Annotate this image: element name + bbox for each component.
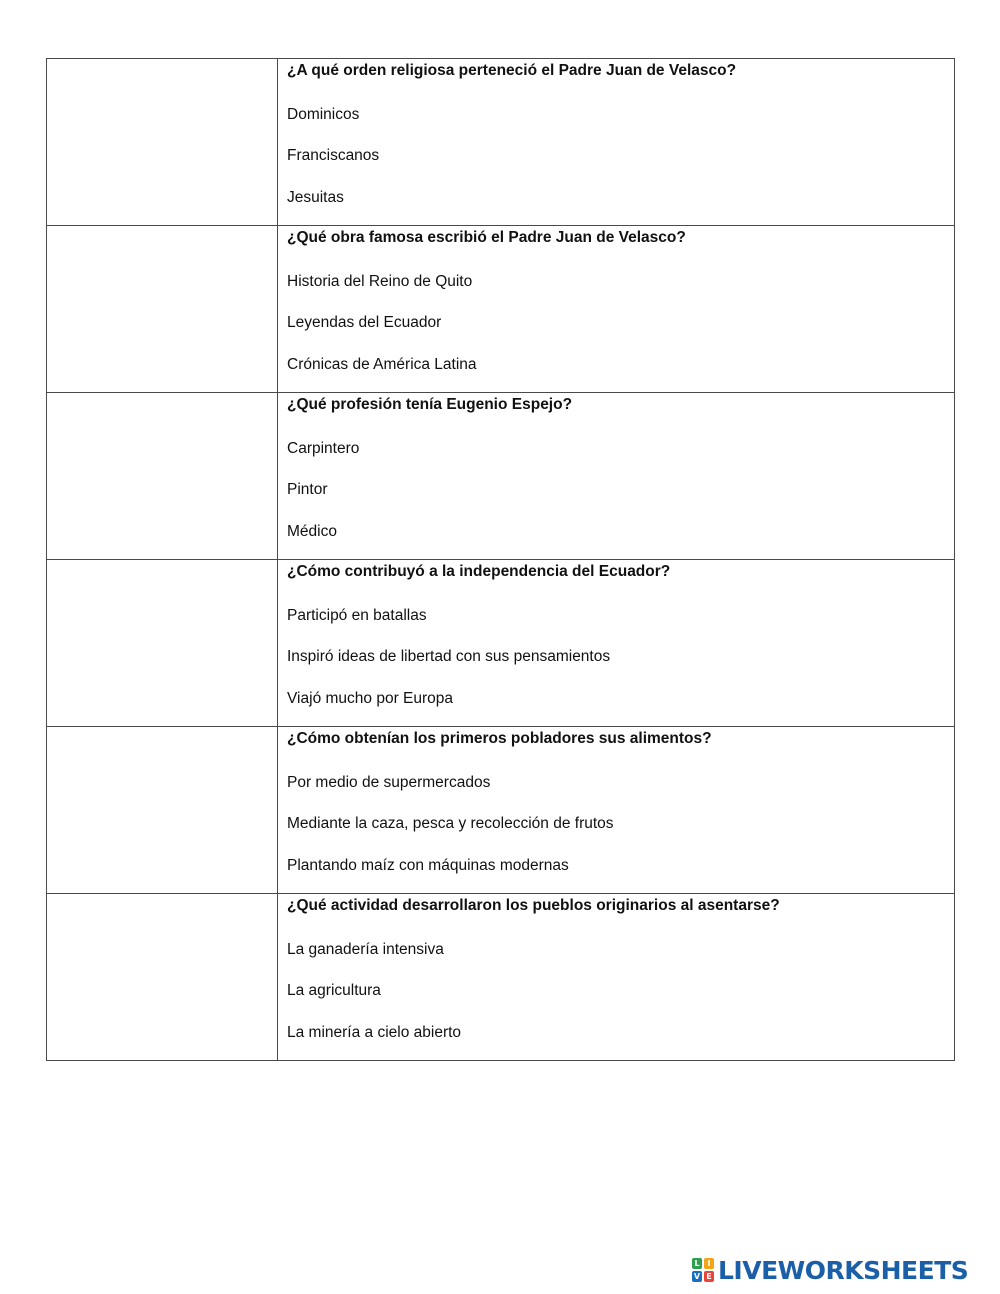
option[interactable]: Pintor [287, 481, 328, 498]
question-cell [278, 393, 955, 560]
question-text: ¿A qué orden religiosa perteneció el Padre Juan de Velasco? [287, 62, 737, 79]
option[interactable]: Crónicas de América Latina [287, 355, 477, 373]
question-cell [278, 894, 955, 1061]
question-text: ¿Qué obra famosa escribió el Padre Juan de Velasco? [287, 229, 686, 246]
option[interactable]: Por medio de supermercados [287, 773, 491, 791]
option[interactable]: Dominicos [287, 105, 360, 123]
question-row [47, 393, 955, 560]
option[interactable]: Historia del Reino de Quito [287, 272, 473, 290]
question-row [47, 727, 955, 894]
answer-cell[interactable] [47, 727, 278, 894]
question-cell [278, 560, 955, 727]
option[interactable]: La minería a cielo abierto [287, 1023, 462, 1041]
answer-cell[interactable] [47, 393, 278, 560]
answer-cell[interactable] [47, 894, 278, 1061]
option[interactable]: Participó en batallas [287, 606, 427, 624]
option[interactable]: La agricultura [287, 982, 381, 999]
option[interactable]: Plantando maíz con máquinas modernas [287, 856, 569, 874]
option[interactable]: Carpintero [287, 439, 360, 457]
question-text: ¿Qué profesión tenía Eugenio Espejo? [287, 396, 573, 413]
logo-tile: L [692, 1258, 702, 1269]
logo-tile: I [704, 1258, 714, 1269]
question-row [47, 560, 955, 727]
option[interactable]: Inspiró ideas de libertad con sus pensamientos [287, 648, 611, 665]
question-cell [278, 59, 955, 226]
option[interactable]: Franciscanos [287, 147, 380, 164]
liveworksheets-logo[interactable] [692, 1256, 968, 1284]
option[interactable]: La ganadería intensiva [287, 940, 444, 958]
logo-tile: E [704, 1271, 714, 1282]
question-row [47, 59, 955, 226]
answer-cell[interactable] [47, 59, 278, 226]
question-text: ¿Cómo obtenían los primeros pobladores sus alimentos? [287, 730, 712, 747]
question-row [47, 226, 955, 393]
logo-tile: V [693, 1272, 701, 1281]
liveworksheets-logo-icon [692, 1258, 714, 1282]
question-row [47, 894, 955, 1061]
option[interactable]: Leyendas del Ecuador [287, 314, 442, 331]
option[interactable]: Mediante la caza, pesca y recolección de frutos [287, 815, 614, 832]
answer-cell[interactable] [47, 560, 278, 727]
brand-name: LIVEWORKSHEETS [718, 1255, 969, 1285]
quiz-table [46, 58, 955, 1061]
option[interactable]: Jesuitas [287, 188, 344, 206]
question-cell [278, 727, 955, 894]
answer-cell[interactable] [47, 226, 278, 393]
question-cell [278, 226, 955, 393]
question-text: ¿Qué actividad desarrollaron los pueblos originarios al asentarse? [287, 897, 780, 914]
option[interactable]: Médico [287, 522, 337, 540]
question-text: ¿Cómo contribuyó a la independencia del Ecuador? [287, 563, 671, 580]
option[interactable]: Viajó mucho por Europa [287, 689, 454, 707]
